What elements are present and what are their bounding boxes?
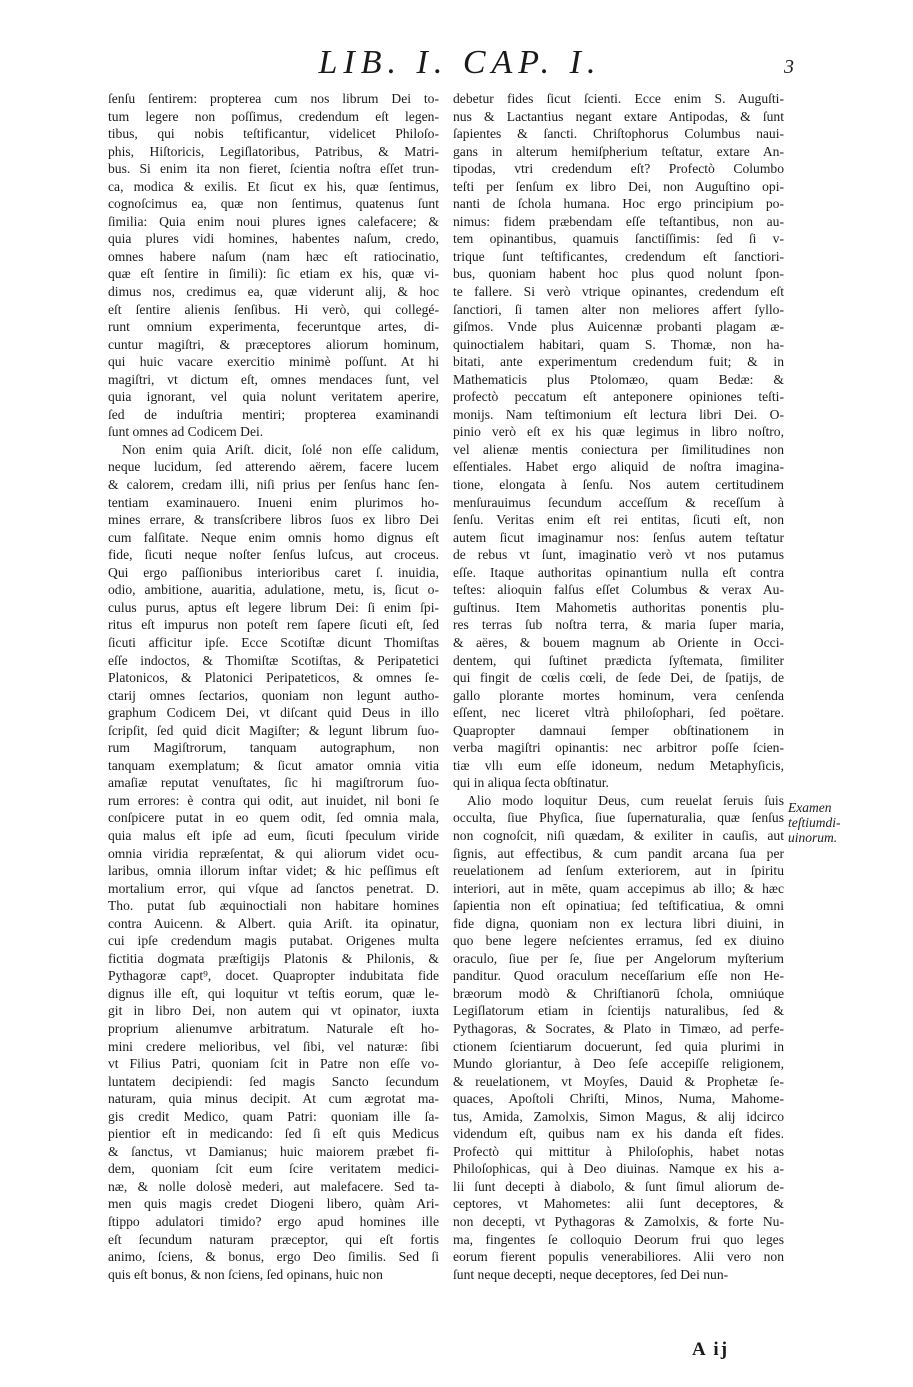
text-line: eſt ſentire alienis ſenſibus. Hi verò, qui collegé- xyxy=(108,301,439,317)
text-line: ſenſu ſentirem: propterea cum nos librum Dei to- xyxy=(108,91,439,106)
text-line: verba magiſtri opinantis: nec arbitror poſſe ſcien- xyxy=(453,740,784,756)
text-line: ſtippo adulatori timido? ergo apud homines ille xyxy=(108,1214,439,1229)
text-line: pientior eſt in medicando: ſed ſi eſt quis Medicus xyxy=(108,1126,439,1142)
text-line: quis eſt bonus, & non ſciens, ſed opinans, huic non xyxy=(108,1266,383,1282)
text-line: res terras ſub noſtra terra, & maria ſuper maria, xyxy=(453,617,784,633)
text-line: & calorem, credam illi, niſi prius per ſenſus hanc ſen- xyxy=(108,477,439,493)
text-line: Qui ergo paſſionibus interioribus caret ſ. inuidia, xyxy=(108,564,439,580)
text-line: oraculo, ſiue per ſe, ſiue per Angelorum myſterium xyxy=(453,950,784,966)
text-line: git in libro Dei, non autem qui vt opinator, iuxta xyxy=(108,1003,439,1019)
right-column xyxy=(453,90,784,1283)
text-line: monijs. Nam teſtimonium eſt lectura libri Dei. O- xyxy=(453,406,784,422)
text-line: proprium alienumve arbitratum. Naturale eſt ho- xyxy=(108,1020,439,1036)
margin-note-line: uinorum. xyxy=(788,830,838,845)
text-line: vel alienæ mentis coniectura per ſimilitudines non xyxy=(453,441,784,457)
text-line: ſcripſit, ſed quid dicit Magiſter; & legunt librum ſuo- xyxy=(108,722,439,738)
text-line: tione, elongata à ſenſu. Nos autem certitudinem xyxy=(453,477,784,493)
text-line: ſignis, aut effectibus, & cum pandit arcana ſua per xyxy=(453,845,784,861)
text-line: Mundo gloriantur, à Deo ſeſe accepiſſe religionem, xyxy=(453,1056,784,1072)
page-number: 3 xyxy=(784,56,794,78)
text-line: & reuelationem, vt Moyſes, Dauid & Prophetæ ſe- xyxy=(453,1073,784,1089)
text-line: eſſent, nec liceret vltrà philoſophari, ſed poëtare. xyxy=(453,705,784,721)
text-line: Profectò qui mittitur à Philoſophis, habet notas xyxy=(453,1143,784,1159)
text-line: tipodas, vtri credendum eſt? Profectò Columbo xyxy=(453,161,784,177)
text-line: ctarij omnes ſectarios, quoniam non legunt autho- xyxy=(108,687,439,703)
text-line: gans in alterum hemiſpherium teſtatur, extare An- xyxy=(453,143,784,159)
text-line: Quapropter damnaui ſemper obſtinationem in xyxy=(453,722,784,738)
text-line: tem opinantibus, quamuis ſanctiſſimis: ſed ſi v- xyxy=(453,231,784,247)
text-line: giſmos. Vnde plus Auicennæ probanti plagam æ- xyxy=(453,319,784,335)
text-line: tanquam exemplatum; & ſicut amator omnia vitia xyxy=(108,757,439,773)
text-line: neque lucidum, ſed atterendo aërem, facere lucem xyxy=(108,459,439,475)
text-line: Non enim quia Ariſt. dicit, ſolé non eſſe calidum, xyxy=(122,441,439,457)
text-line: ceptores, vt Mahometes: alii ſunt deceptores, & xyxy=(453,1196,784,1212)
text-line: de rebus vt ſunt, imaginatio verò vt nos putamus xyxy=(453,547,784,563)
text-line: omnes habere naſum (nam hæc eſt ratiocinatio, xyxy=(108,248,439,264)
running-head: LIB. I. CAP. I. xyxy=(318,44,602,81)
text-line: bus, quoniam habent hoc plus quod nolunt ſpon- xyxy=(453,266,784,282)
text-line: cui ipſe credendum magis putabat. Origenes multa xyxy=(108,933,439,949)
text-line: fictitia dogmata præſtigijs Platonis & Philonis, & xyxy=(108,950,439,966)
text-line: odio, ambitione, auaritia, adulatione, metu, is, ſicut o- xyxy=(108,582,439,598)
text-line: qui huic vacare exercitio minimè poſſunt. At hi xyxy=(108,354,439,370)
margin-note-line: Examen xyxy=(788,800,832,815)
text-line: mortalium error, qui vſque ad ſanctos penetrat. D. xyxy=(108,880,439,896)
text-line: eſſe indoctos, & Thomiſtæ Scotiſtas, & Peripatetici xyxy=(108,652,439,668)
text-line: eſſentiales. Habet ergo aliquid de noſtra imagina- xyxy=(453,459,784,475)
text-line: ctionem ſcientiarum docuerunt, ſed quia plurimi in xyxy=(453,1038,784,1054)
text-line: ſapientia non eſt opinatiua; ſed teſtificatiua, & omni xyxy=(453,898,784,914)
text-line: debetur fides ſicut ſcienti. Ecce enim S. Auguſti- xyxy=(453,91,784,106)
text-line: cum falſitate. Neque enim omnis homo dignus eſt xyxy=(108,529,439,545)
text-line: luntatem decipiendi: ſed magis Sancto ſecundum xyxy=(108,1073,439,1089)
text-line: quinoctialem habitari, quam S. Thomæ, non ha- xyxy=(453,336,784,352)
text-line: cognoſcimus ea, quæ non ſentimus, quatenus ſunt xyxy=(108,196,439,212)
text-line: vt Filius Patri, quoniam ſcit in Patre non eſſe vo- xyxy=(108,1056,439,1072)
text-line: tibus, qui nobis teſtificantur, videlicet Philoſo- xyxy=(108,126,439,142)
text-line: fide, ſicuti neque noſter ſenſus luſcus, aut croceus. xyxy=(108,547,439,563)
text-line: Legiſlatorum etiam in ſcientijs naturalibus, ſed & xyxy=(453,1003,784,1019)
text-line: naturam, quia minus decipit. At cum ægrotat ma- xyxy=(108,1091,439,1107)
text-line: qui fingit de cœlis cœli, de ſede Dei, de ſpatijs, de xyxy=(453,670,784,686)
text-line: lii ſunt decepti à diabolo, & ſunt ſimul aliorum de- xyxy=(453,1178,784,1194)
text-line: Pythagoras, & Socrates, & Plato in Timæo, ad perfe- xyxy=(453,1020,784,1036)
text-line: quæ eſt ſentire in ſimili): ſic etiam ex his, quæ vi- xyxy=(108,266,439,282)
text-line: amaſiæ reputat venuſtates, ſic hi magiſtrorum ſuo- xyxy=(108,775,439,791)
text-line: pinio verò eſt ex his quæ legimus in libro noſtro, xyxy=(453,424,784,440)
text-line: occulta, ſiue Phyſica, ſiue ſupernaturalia, quæ ſenſus xyxy=(453,810,784,826)
text-line: dignus ille eſt, qui loquitur vt teſtis eorum, quæ le- xyxy=(108,985,439,1001)
text-line: nimus: fidem præbendam eſſe teſtantibus, non au- xyxy=(453,213,784,229)
text-line: quo bene legere neſcientes erramus, ſed ex diuino xyxy=(453,933,784,949)
text-line: ſunt omnes ad Codicem Dei. xyxy=(108,424,264,440)
signature-mark: A ij xyxy=(692,1339,730,1360)
text-line: ſed de induſtria mentiri; propterea examinandi xyxy=(108,406,439,422)
text-line: ſanctiori, ſi tamen alter non meliores affert ſyllo- xyxy=(453,301,784,317)
text-line: dem, quoniam ſcit eum ſcire veritatem medici- xyxy=(108,1161,439,1177)
text-line: profectò peccatum eſt anteponere opiniones teſti- xyxy=(453,389,784,405)
text-line: quia malus eſt ipſe ad eum, ſicuti ſpeculum viride xyxy=(108,827,439,843)
text-line: magiſtri, vt dictum eſt, omnes mendaces ſunt, vel xyxy=(108,371,439,387)
text-line: tentiam examinauero. Inueni enim plurimos ho- xyxy=(108,494,439,510)
text-line: ſimilia: Quia enim noui plures ignes calefacere; & xyxy=(108,213,439,229)
text-line: fide digna, quoniam non ex lectura libri diuini, in xyxy=(453,915,784,931)
text-line: ſenſu. Veritas enim eſt rei entitas, ſicuti eſt, non xyxy=(453,512,784,528)
text-line: bitati, ante experimentum credendum fuit; & in xyxy=(453,354,784,370)
text-line: reuelationem ad ſenſum exteriorem, aut in ſpiritu xyxy=(453,863,784,879)
margin-note xyxy=(788,800,898,845)
text-line: ſapientes & ſancti. Chriſtophorus Columbus naui- xyxy=(453,126,784,142)
text-line: interiori, aut in mēte, quam accepimus ab illo; & hæc xyxy=(453,880,784,896)
text-line: tus, Amida, Zamolxis, Simon Magus, & alij idcirco xyxy=(453,1108,784,1124)
text-line: panditur. Quod oraculum neceſſarium eſſe non He- xyxy=(453,968,784,984)
text-line: ſunt neque decepti, neque deceptores, ſed Dei nun- xyxy=(453,1266,729,1282)
text-line: nus & Lactantius negant extare Antipodas, & ſunt xyxy=(453,108,784,124)
text-line: Philoſophicas, qui à Deo diuinas. Namque ex his a- xyxy=(453,1161,784,1177)
text-line: culus purus, aptus eſt legere librum Dei: ſi enim ſpi- xyxy=(108,599,439,615)
text-line: ſicuti afficitur ipſe. Ecce Scotiſtæ dicunt Thomiſtas xyxy=(108,634,439,650)
text-line: tum legere non poſſimus, credendum eſt legen- xyxy=(108,108,439,124)
text-line: & ſanctus, vt Damianus; huic maiorem præbet fi- xyxy=(108,1143,439,1159)
text-line: animo, ſciens, & bonus, ergo Deo ſimilis. Sed ſi xyxy=(108,1249,439,1265)
text-line: non decepti, vt Pythagoras & Zamolxis, & forte Nu- xyxy=(453,1214,784,1229)
text-line: bus. Si enim ita non fieret, ſcientia noſtra eſſet trun- xyxy=(108,161,439,177)
text-line: eorum fierent populis venerabiliores. Alii vero non xyxy=(453,1249,784,1265)
text-line: quia plures vidi homines, habentes naſum, credo, xyxy=(108,231,439,247)
text-line: Pythagoræ capt⁹, docet. Quapropter indubitata fide xyxy=(108,968,439,984)
margin-note-line: teſtiumdi- xyxy=(788,815,841,830)
text-line: ma, fingentes ſe colloquio Deorum frui quo leges xyxy=(453,1231,784,1247)
text-line: menſurauimus ſecundum acceſſum & receſſum à xyxy=(453,494,784,510)
text-line: rum errores: è contra qui odit, aut inuidet, nil boni ſe xyxy=(108,792,439,808)
text-line: mini credere melioribus, vel ſibi, vel naturæ: ſibi xyxy=(108,1038,439,1054)
text-line: ca, modica & exilis. Et ſicut ex his, quæ ſentimus, xyxy=(108,178,439,194)
text-line: rum Magiſtrorum, tanquam autographum, non xyxy=(108,740,439,756)
text-line: qui in aliqua ſecta obſtinatur. xyxy=(453,775,609,791)
text-line: Alio modo loquitur Deus, cum reuelat ſeruis ſuis xyxy=(467,792,784,808)
text-line: eſt ſecundum naturam præceptor, qui eſt fortis xyxy=(108,1231,439,1247)
text-line: quia ignorant, vel quia nolunt veritatem aperire, xyxy=(108,389,439,405)
left-column xyxy=(108,90,439,1283)
text-line: tiæ vllı eum eſſe idoneum, nedum Metaphyſicis, xyxy=(453,757,784,773)
text-line: Platonicos, & Platonici Peripateticos, & omnes ſe- xyxy=(108,670,439,686)
text-line: Tho. putat ſub æquinoctiali non habitare homines xyxy=(108,898,439,914)
text-line: phis, Hiſtoricis, Legiſlatoribus, Patribus, & Matri- xyxy=(108,143,439,159)
text-line: teſtes: alioquin falſus eſſet Columbus & verax Au- xyxy=(453,582,784,598)
text-line: Mathematicis plus Ptolomæo, quam Bedæ: & xyxy=(453,371,784,387)
text-line: laribus, omnia illorum inſtar videt; & hic peſſimus eſt xyxy=(108,863,439,879)
text-line: trique ſunt teſtificantes, credendum eſt ſanctiori- xyxy=(453,248,784,264)
text-line: quaces, Apoſtoli Chriſti, Minos, Numa, Mahome- xyxy=(453,1091,784,1107)
text-line: mines errare, & transſcribere libros ſuos ex libro Dei xyxy=(108,512,439,528)
text-line: non cognoſcit, niſi quædam, & exiliter in cauſis, aut xyxy=(453,827,784,843)
text-line: videndum eſt, quibus nam ex his danda eſt fides. xyxy=(453,1126,784,1142)
text-line: & aëres, & bouem magnum ab Oriente in Occi- xyxy=(453,634,784,650)
text-line: dimus nos, credimus ea, quæ viderunt alij, & hoc xyxy=(108,284,439,300)
text-line: gallo plorante mortes hominum, vera cenſenda xyxy=(453,687,784,703)
text-line: gis credit Medico, quam Patri: quoniam ille ſa- xyxy=(108,1108,439,1124)
text-line: autem ſicut imaginamur nos: ſenſus autem teſtatur xyxy=(453,529,784,545)
text-line: eſſe. Itaque authoritas opinantium nulla eſt contra xyxy=(453,564,784,580)
text-line: graphum Codicem Dei, vt diſcant quid Deus in illo xyxy=(108,705,439,721)
text-line: men quis magis credet Diogeni libero, quàm Ari- xyxy=(108,1196,439,1212)
text-line: cuntur magiſtri, & præceptores aliorum hominum, xyxy=(108,336,439,352)
text-line: dentem, qui ſuſtinet prædicta ſyſtemata, ſimiliter xyxy=(453,652,784,668)
text-line: te fallere. Si verò vtrique opinantes, credendum eſt xyxy=(453,284,784,300)
text-line: conſpicere putat in eo quem odit, ſed omnia mala, xyxy=(108,810,439,826)
text-line: teſti per ſenſum ex libro Dei, non Auguſtino opi- xyxy=(453,178,784,194)
text-line: bræorum modò & Chriſtianorū ſchola, omniúque xyxy=(453,985,784,1001)
text-line: contra Auicenn. & Albert. quia Ariſt. ita opinatur, xyxy=(108,915,439,931)
text-line: nanti de ſchola humana. Hoc ergo principium po- xyxy=(453,196,784,212)
text-line: næ, & nolle dolosè mederi, aut malefacere. Sed ta- xyxy=(108,1178,439,1194)
text-line: ritus eſt impurus non poteſt rem ſapere ſicuti eſt, ſed xyxy=(108,617,439,633)
text-line: omnia viridia repræſentat, & qui aliorum videt ocu- xyxy=(108,845,439,861)
text-line: guſtinus. Item Mahometis authoritas ponentis plu- xyxy=(453,599,784,615)
page-header xyxy=(0,44,913,84)
text-line: runt omnium experimenta, feceruntque artes, di- xyxy=(108,319,439,335)
